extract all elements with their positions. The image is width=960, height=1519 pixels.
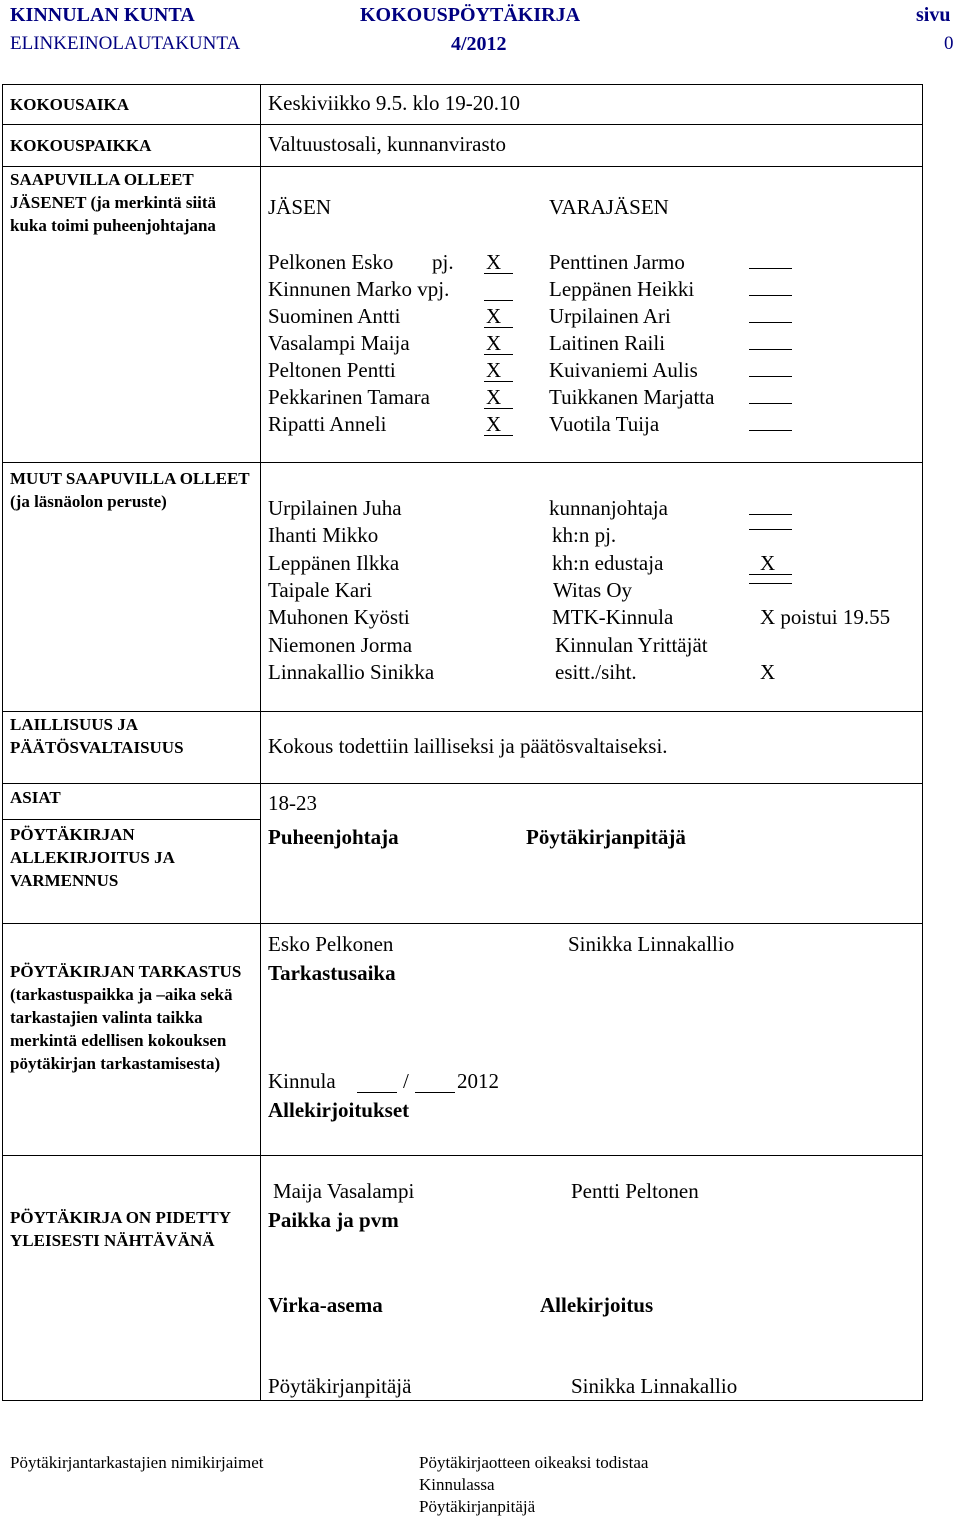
member-name: Kinnunen Marko vpj.: [268, 277, 450, 301]
attendee-mark-line: [749, 529, 792, 530]
attendee-name: Linnakallio Sinikka: [268, 660, 435, 684]
member-mark-line: [484, 435, 513, 436]
deputy-name: Leppänen Heikki: [549, 277, 695, 301]
attendee-mark-line: [749, 514, 792, 515]
document-type: KOKOUSPÖYTÄKIRJA: [360, 4, 581, 26]
review-year: 2012: [457, 1069, 499, 1093]
attendee-name: Ihanti Mikko: [268, 523, 379, 547]
secretary-title: Pöytäkirjanpitäjä: [526, 825, 686, 849]
footer-place: Kinnulassa: [419, 1475, 495, 1494]
attendee-role: MTK-Kinnula: [552, 605, 674, 629]
attendee-name: Urpilainen Juha: [268, 496, 402, 520]
deputy-mark-line: [749, 295, 792, 296]
deputy-name: Vuotila Tuija: [549, 412, 660, 436]
legality-label: LAILLISUUS JA PÄÄTÖSVALTAISUUS: [10, 715, 184, 757]
member-column-header: JÄSEN: [268, 195, 332, 219]
attendee-role: kh:n edustaja: [552, 551, 664, 575]
attendee-role: Witas Oy: [553, 578, 633, 602]
chair-name: Esko Pelkonen: [268, 932, 394, 956]
footer-certification: Pöytäkirjaotteen oikeaksi todistaa: [419, 1453, 649, 1472]
legality-value: Kokous todettiin lailliseksi ja päätösvaltaiseksi.: [268, 734, 668, 758]
member-name: Vasalampi Maija: [268, 331, 410, 355]
reviewer-2: Pentti Peltonen: [571, 1179, 699, 1203]
deputy-name: Urpilainen Ari: [549, 304, 671, 328]
member-attendance-mark: X: [486, 385, 502, 409]
deputy-mark-line: [749, 430, 792, 431]
member-mark-line: [484, 354, 513, 355]
attendee-name: Muhonen Kyösti: [268, 605, 410, 629]
member-mark-line: [484, 273, 513, 274]
footer-secretary: Pöytäkirjanpitäjä: [419, 1497, 536, 1516]
meeting-time-label: KOKOUSAIKA: [10, 95, 130, 114]
review-time-title: Tarkastusaika: [268, 961, 396, 985]
member-attendance-mark: X: [486, 412, 502, 436]
member-name: Ripatti Anneli: [268, 412, 387, 436]
attendee-name: Taipale Kari: [268, 578, 373, 602]
attendee-attendance-mark: X: [760, 551, 776, 575]
matters-value: 18-23: [268, 791, 317, 815]
member-mark-line: [484, 381, 513, 382]
member-attendance-mark: X: [486, 331, 502, 355]
attendee-name: Niemonen Jorma: [268, 633, 413, 657]
member-role: pj.: [432, 250, 454, 274]
signature-title: Allekirjoitus: [540, 1293, 654, 1317]
secretary-name: Sinikka Linnakallio: [568, 932, 735, 956]
month-blank: [415, 1092, 455, 1093]
deputy-name: Tuikkanen Marjatta: [549, 385, 715, 409]
signature-section-label: PÖYTÄKIRJAN ALLEKIRJOITUS JA VARMENNUS: [10, 825, 174, 890]
member-mark-line: [484, 408, 513, 409]
member-name: Suominen Antti: [268, 304, 401, 328]
signature-value: Sinikka Linnakallio: [571, 1374, 738, 1398]
member-name: Pelkonen Esko: [268, 250, 394, 274]
member-mark-line: [484, 300, 513, 301]
attendee-name: Leppänen Ilkka: [268, 551, 400, 575]
attendee-attendance-mark: X: [760, 660, 776, 684]
signatures-title: Allekirjoitukset: [268, 1098, 410, 1122]
others-present-label: MUUT SAAPUVILLA OLLEET (ja läsnäolon peruste): [10, 469, 250, 511]
attendee-attendance-mark: X poistui 19.55: [760, 605, 891, 629]
meeting-place-label: KOKOUSPAIKKA: [10, 136, 152, 155]
page-number: 0: [944, 33, 954, 54]
meeting-time-value: Keskiviikko 9.5. klo 19-20.10: [268, 91, 520, 115]
date-separator: /: [403, 1069, 409, 1093]
page-label: sivu: [916, 4, 951, 26]
board-name: ELINKEINOLAUTAKUNTA: [10, 33, 241, 54]
attendee-role: kunnanjohtaja: [549, 496, 668, 520]
member-attendance-mark: X: [486, 250, 502, 274]
place-date-title: Paikka ja pvm: [268, 1208, 399, 1232]
position-title: Virka-asema: [268, 1293, 383, 1317]
deputy-mark-line: [749, 268, 792, 269]
deputy-mark-line: [749, 322, 792, 323]
day-blank: [357, 1092, 397, 1093]
footer-initials: Pöytäkirjantarkastajien nimikirjaimet: [10, 1453, 264, 1472]
public-display-label: PÖYTÄKIRJA ON PIDETTY YLEISESTI NÄHTÄVÄNÄ: [10, 1208, 231, 1250]
meeting-place-value: Valtuustosali, kunnanvirasto: [268, 132, 506, 156]
position-value: Pöytäkirjanpitäjä: [268, 1374, 412, 1398]
review-place: Kinnula: [268, 1069, 336, 1093]
deputy-mark-line: [749, 376, 792, 377]
deputy-name: Kuivaniemi Aulis: [549, 358, 698, 382]
document-number: 4/2012: [451, 33, 507, 55]
attendee-mark-line: [749, 583, 792, 584]
chair-title: Puheenjohtaja: [268, 825, 399, 849]
attendee-mark-line: [749, 574, 792, 575]
members-present-label: SAAPUVILLA OLLEET JÄSENET (ja merkintä siitä kuka toimi puheenjohtajana: [10, 170, 217, 235]
member-name: Peltonen Pentti: [268, 358, 396, 382]
deputy-name: Laitinen Raili: [549, 331, 666, 355]
attendee-role: esitt./siht.: [555, 660, 637, 684]
deputy-name: Penttinen Jarmo: [549, 250, 685, 274]
member-name: Pekkarinen Tamara: [268, 385, 430, 409]
attendee-role: Kinnulan Yrittäjät: [555, 633, 708, 657]
deputy-mark-line: [749, 403, 792, 404]
deputy-mark-line: [749, 349, 792, 350]
review-section-label: PÖYTÄKIRJAN TARKASTUS (tarkastuspaikka ja –aika sekä tarkastajien valinta taikka merkintä edellisen kokouksen pöytäkirjan tarkastamisesta): [10, 962, 242, 1073]
matters-label: ASIAT: [10, 788, 61, 807]
member-mark-line: [484, 327, 513, 328]
deputy-column-header: VARAJÄSEN: [549, 195, 669, 219]
attendee-role: kh:n pj.: [552, 523, 617, 547]
member-attendance-mark: X: [486, 358, 502, 382]
municipality-name: KINNULAN KUNTA: [10, 4, 195, 26]
reviewer-1: Maija Vasalampi: [273, 1179, 415, 1203]
member-attendance-mark: X: [486, 304, 502, 328]
